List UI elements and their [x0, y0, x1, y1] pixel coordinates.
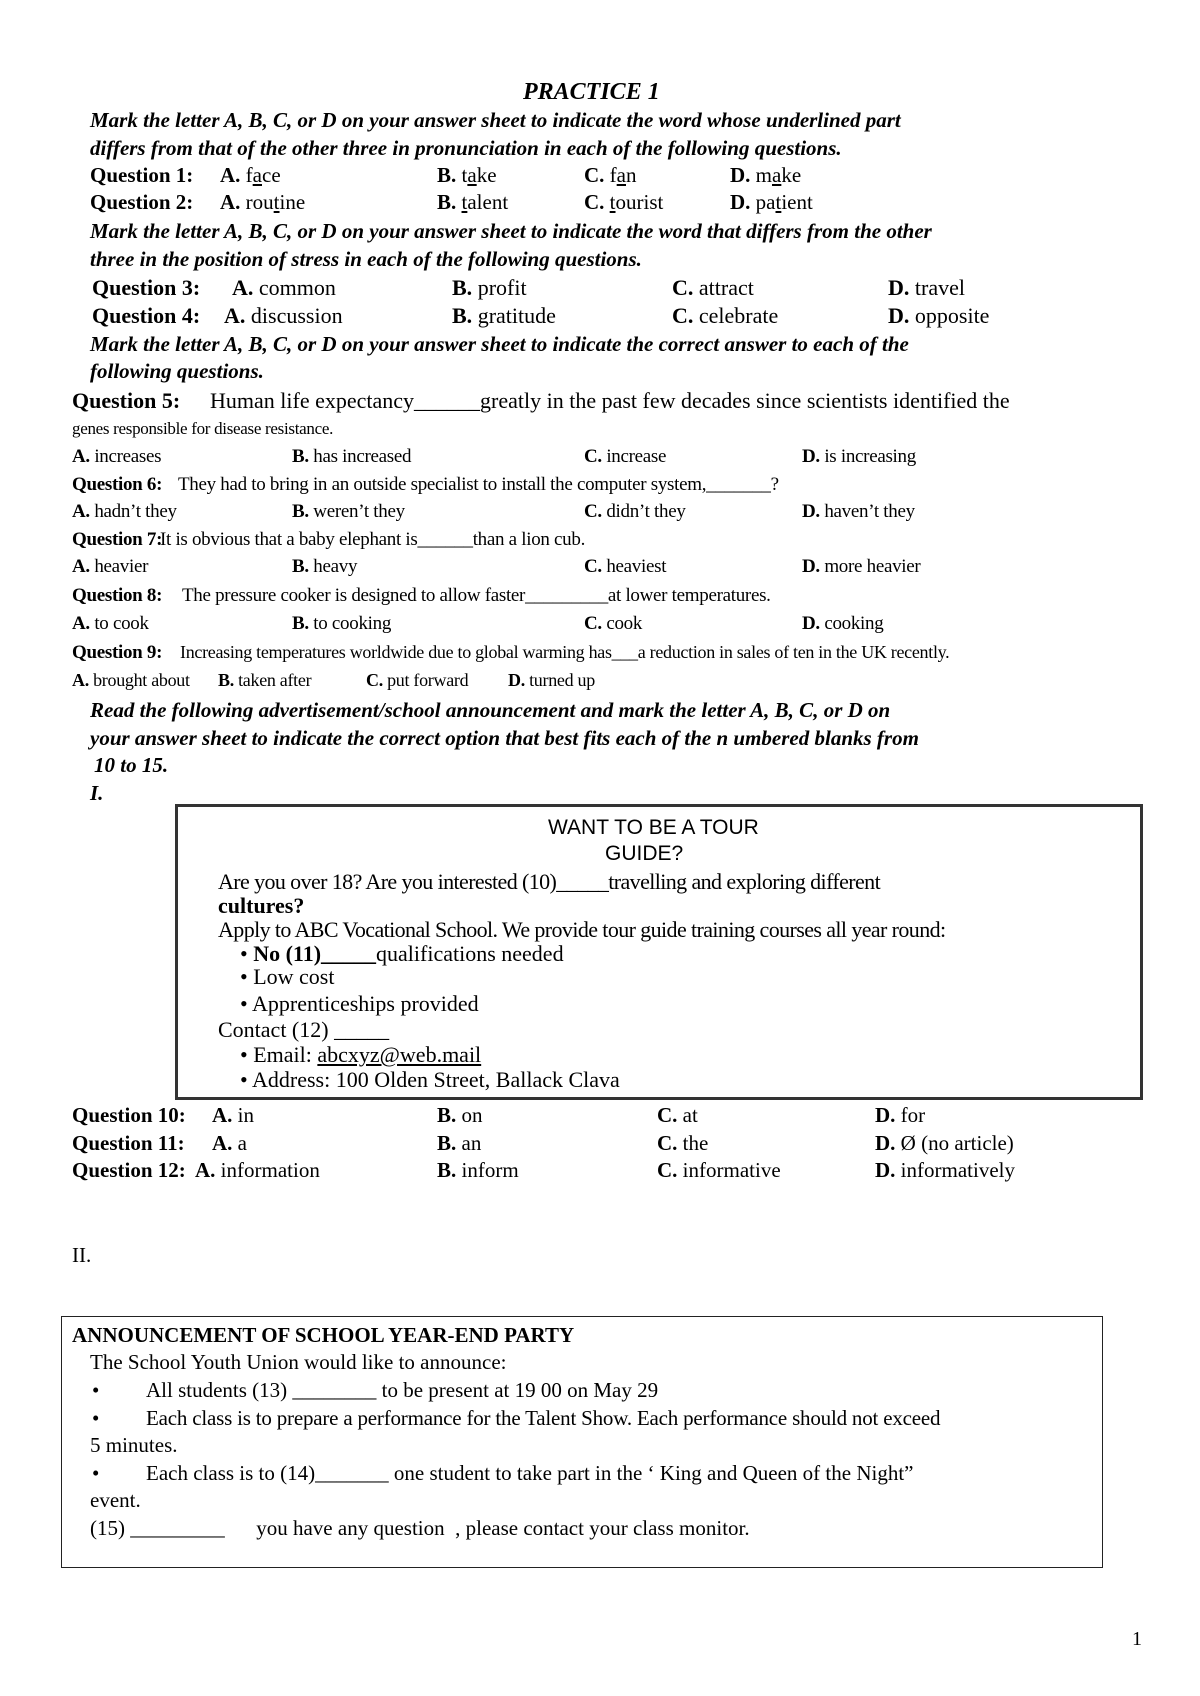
question-text: genes responsible for disease resistance. — [72, 419, 334, 438]
option-text: information — [220, 1158, 320, 1182]
underlined-letter: t — [775, 190, 782, 214]
announcement-intro: The School Youth Union would like to announce: — [90, 1350, 507, 1374]
option-c[interactable] — [584, 447, 666, 466]
option-text: cook — [606, 613, 643, 634]
option-c[interactable] — [672, 305, 778, 327]
option-text: profit — [477, 275, 527, 300]
option-text: heaviest — [606, 556, 667, 577]
option-c[interactable] — [584, 614, 642, 633]
question-label: Question 4: — [92, 303, 201, 328]
option-letter: C. — [672, 275, 694, 300]
question-label: Question 12: — [72, 1158, 186, 1182]
section2-instruction-line2: three in the position of stress in each of the following questions. — [90, 247, 642, 271]
section1-instruction-line2: differs from that of the other three in pronunciation in each of the following questions. — [90, 136, 842, 160]
option-text: weren’t they — [313, 501, 405, 522]
option-a[interactable] — [232, 277, 336, 299]
option-text: cooking — [824, 613, 884, 634]
option-text: attract — [698, 275, 754, 300]
option-b[interactable] — [437, 192, 508, 213]
section4-instruction-line2: your answer sheet to indicate the correct option that best fits each of the n umbered blanks from — [90, 726, 919, 750]
option-text: informative — [682, 1158, 781, 1182]
option-letter: B. — [437, 1103, 457, 1127]
bullet-text: Apprenticeships provided — [252, 991, 479, 1016]
option-letter: A. — [72, 501, 90, 522]
question-text: The pressure cooker is designed to allow faster_________at lower temperatures. — [182, 585, 771, 606]
announcement-bullet-icon: • — [92, 1406, 100, 1430]
bullet-icon: • — [240, 941, 248, 966]
option-letter: B. — [218, 670, 234, 690]
option-d[interactable] — [875, 1105, 925, 1126]
option-b[interactable] — [292, 557, 357, 576]
part-label-2: II. — [72, 1243, 92, 1267]
option-letter: A. — [72, 556, 90, 577]
announcement-item: Each class is to prepare a performance for the Talent Show. Each performance should not exceed — [146, 1406, 941, 1430]
advertisement-box — [175, 804, 1143, 1100]
option-text: ourist — [615, 190, 664, 214]
option-letter: D. — [888, 275, 910, 300]
option-b[interactable] — [292, 502, 405, 521]
option-text: gratitude — [477, 303, 556, 328]
option-text: common — [258, 275, 336, 300]
option-a[interactable] — [224, 305, 343, 327]
option-a[interactable] — [220, 192, 305, 213]
section2-instruction-line1: Mark the letter A, B, C, or D on your answer sheet to indicate the word that differs from the other — [90, 219, 932, 243]
question-label: Question 8: — [72, 585, 163, 606]
option-text: in — [237, 1103, 255, 1127]
page-number: 1 — [1132, 1628, 1142, 1650]
option-text: haven’t they — [824, 501, 915, 522]
ad-bullet-item — [240, 1069, 620, 1091]
option-text: informatively — [900, 1158, 1015, 1182]
option-a[interactable] — [72, 671, 190, 689]
ad-bullet-item — [240, 1044, 481, 1066]
option-letter: B. — [437, 1158, 457, 1182]
option-text: put forward — [387, 670, 469, 690]
underlined-letter: t — [461, 190, 468, 214]
underlined-letter: t — [273, 190, 280, 214]
option-text: brought about — [93, 670, 190, 690]
option-a[interactable] — [72, 614, 149, 633]
section3-instruction-line1: Mark the letter A, B, C, or D on your answer sheet to indicate the correct answer to each of the — [90, 332, 909, 356]
option-letter: A. — [72, 670, 89, 690]
option-letter: B. — [437, 190, 457, 214]
option-letter: C. — [584, 163, 605, 187]
option-a[interactable] — [72, 502, 177, 521]
option-text: ce — [262, 163, 281, 187]
option-text: heavy — [313, 556, 358, 577]
option-letter: D. — [875, 1131, 896, 1155]
question-text: It is obvious that a baby elephant is______than a lion cub. — [160, 529, 586, 550]
option-text: f — [245, 163, 253, 187]
announcement-item: 5 minutes. — [90, 1433, 178, 1457]
announcement-item: Each class is to (14)_______ one student to take part in the ‘ King and Queen of the Night” — [146, 1461, 914, 1485]
option-c[interactable] — [366, 671, 468, 689]
option-b[interactable] — [437, 165, 497, 186]
announcement-item: All students (13) ________ to be present at 19 00 on May 29 — [146, 1378, 659, 1402]
option-text: rou — [245, 190, 274, 214]
option-text: celebrate — [698, 303, 779, 328]
option-b[interactable] — [292, 447, 411, 466]
underlined-letter: t — [609, 190, 616, 214]
underlined-letter: a — [467, 163, 477, 187]
question-text: They had to bring in an outside specialist to install the computer system,_______? — [178, 474, 779, 495]
option-text: to cook — [94, 613, 149, 634]
option-text: f — [609, 163, 617, 187]
option-letter: B. — [452, 275, 473, 300]
underlined-letter: a — [772, 163, 782, 187]
option-text: ke — [781, 163, 802, 187]
option-letter: D. — [730, 163, 751, 187]
option-text: didn’t they — [606, 501, 686, 522]
part-label-1: I. — [90, 781, 104, 805]
underlined-letter: a — [252, 163, 262, 187]
option-letter: D. — [875, 1158, 896, 1182]
option-d[interactable] — [802, 614, 883, 633]
option-letter: C. — [672, 303, 694, 328]
option-text: opposite — [914, 303, 990, 328]
option-c[interactable] — [657, 1160, 781, 1181]
option-d[interactable] — [875, 1133, 1014, 1154]
option-text: heavier — [94, 556, 149, 577]
ad-line: Apply to ABC Vocational School. We provide tour guide training courses all year round: — [218, 917, 946, 942]
option-d[interactable] — [730, 192, 813, 213]
announcement-bullet-icon: • — [92, 1378, 100, 1402]
option-letter: B. — [292, 501, 309, 522]
question-label: Question 3: — [92, 275, 201, 300]
option-letter: D. — [802, 446, 820, 467]
email-link[interactable]: abcxyz@web.mail — [317, 1042, 482, 1067]
option-text: n — [626, 163, 637, 187]
option-b[interactable] — [292, 614, 391, 633]
option-text: ient — [781, 190, 813, 214]
option-letter: C. — [657, 1103, 678, 1127]
option-text: to cooking — [313, 613, 392, 634]
ad-bullet-item — [240, 943, 564, 965]
option-text: has increased — [313, 446, 412, 467]
option-letter: C. — [584, 556, 602, 577]
option-a[interactable] — [72, 557, 148, 576]
option-c[interactable] — [672, 277, 754, 299]
question-label: Question 11: — [72, 1131, 185, 1155]
bullet-icon: • — [240, 1067, 248, 1092]
option-letter: B. — [292, 446, 309, 467]
option-text: hadn’t they — [94, 501, 177, 522]
option-text: ke — [476, 163, 497, 187]
ad-title-line1: WANT TO BE A TOUR — [548, 816, 759, 839]
option-letter: C. — [366, 670, 383, 690]
underlined-letter: a — [616, 163, 626, 187]
option-letter: B. — [292, 556, 309, 577]
option-text: taken after — [238, 670, 312, 690]
question-label: Question 7: — [72, 529, 163, 550]
option-a[interactable] — [195, 1160, 320, 1181]
ad-contact: Contact (12) _____ — [218, 1017, 390, 1042]
option-text: an — [461, 1131, 482, 1155]
option-letter: B. — [437, 163, 457, 187]
option-b[interactable] — [437, 1133, 481, 1154]
option-letter: C. — [657, 1158, 678, 1182]
bullet-text: qualifications needed — [376, 941, 564, 966]
option-text: pa — [755, 190, 776, 214]
option-letter: D. — [802, 613, 820, 634]
option-a[interactable] — [220, 165, 281, 186]
option-a[interactable] — [72, 447, 161, 466]
option-letter: C. — [657, 1131, 678, 1155]
announcement-item: (15) _________ you have any question , please contact your class monitor. — [90, 1516, 750, 1540]
section4-instruction-line3: 10 to 15. — [94, 753, 169, 777]
option-b[interactable] — [437, 1105, 483, 1126]
question-label: Question 5: — [72, 388, 181, 413]
option-letter: A. — [72, 446, 90, 467]
option-d[interactable] — [875, 1160, 1015, 1181]
question-label: Question 1: — [90, 163, 194, 187]
option-text: t — [461, 163, 468, 187]
ad-bullet-item — [240, 966, 334, 988]
option-text: increase — [606, 446, 667, 467]
bullet-text: Low cost — [253, 964, 335, 989]
announcement-title: ANNOUNCEMENT OF SCHOOL YEAR-END PARTY — [72, 1323, 575, 1347]
option-b[interactable] — [218, 671, 311, 689]
option-c[interactable] — [584, 192, 663, 213]
option-text: is increasing — [824, 446, 916, 467]
ad-title-line2: GUIDE? — [605, 842, 684, 865]
option-c[interactable] — [584, 502, 686, 521]
question-text: Increasing temperatures worldwide due to global warming has___a reduction in sales of ten in the UK recently. — [180, 642, 950, 662]
option-letter: D. — [730, 190, 751, 214]
option-letter: A. — [195, 1158, 216, 1182]
option-letter: D. — [875, 1103, 896, 1127]
bullet-icon: • — [240, 1042, 248, 1067]
bullet-text: Email: — [253, 1042, 318, 1067]
option-d[interactable] — [888, 305, 989, 327]
bullet-icon: • — [240, 964, 248, 989]
option-a[interactable] — [212, 1105, 254, 1126]
question-text: Human life expectancy______greatly in the past few decades since scientists identified the — [210, 388, 1010, 413]
option-text: travel — [914, 275, 965, 300]
option-letter: D. — [802, 556, 820, 577]
section4-instruction-line1: Read the following advertisement/school announcement and mark the letter A, B, C, or D on — [90, 698, 891, 722]
ad-line: cultures? — [218, 893, 305, 918]
option-b[interactable] — [437, 1160, 519, 1181]
page-title: PRACTICE 1 — [523, 79, 660, 105]
option-c[interactable] — [657, 1105, 698, 1126]
option-letter: B. — [437, 1131, 457, 1155]
option-letter: B. — [292, 613, 309, 634]
option-b[interactable] — [452, 277, 527, 299]
option-text: m — [755, 163, 773, 187]
option-letter: A. — [212, 1131, 233, 1155]
option-text: discussion — [250, 303, 343, 328]
option-letter: A. — [212, 1103, 233, 1127]
bullet-text: No (11)_____ — [253, 941, 377, 966]
question-label: Question 2: — [90, 190, 194, 214]
option-letter: A. — [72, 613, 90, 634]
option-letter: A. — [220, 190, 241, 214]
option-text: Ø (no article) — [900, 1131, 1014, 1155]
option-d[interactable] — [802, 557, 920, 576]
option-c[interactable] — [584, 165, 637, 186]
announcement-bullet-icon: • — [92, 1461, 100, 1485]
section3-instruction-line2: following questions. — [90, 359, 264, 383]
option-letter: A. — [224, 303, 246, 328]
option-letter: D. — [508, 670, 525, 690]
option-text: more heavier — [824, 556, 921, 577]
option-a[interactable] — [212, 1133, 247, 1154]
ad-bullet-item — [240, 993, 479, 1015]
option-text: a — [237, 1131, 247, 1155]
option-text: ine — [279, 190, 306, 214]
option-letter: A. — [220, 163, 241, 187]
option-text: alent — [467, 190, 509, 214]
option-text: turned up — [529, 670, 595, 690]
question-label: Question 9: — [72, 642, 163, 663]
option-letter: D. — [888, 303, 910, 328]
section1-instruction-line1: Mark the letter A, B, C, or D on your answer sheet to indicate the word whose underlined part — [90, 108, 901, 132]
option-letter: C. — [584, 446, 602, 467]
option-letter: D. — [802, 501, 820, 522]
option-text: for — [900, 1103, 926, 1127]
option-text: at — [682, 1103, 698, 1127]
option-b[interactable] — [452, 305, 556, 327]
option-letter: A. — [232, 275, 254, 300]
option-text: the — [682, 1131, 709, 1155]
option-d[interactable] — [888, 277, 965, 299]
question-label: Question 6: — [72, 474, 163, 495]
announcement-item: event. — [90, 1488, 141, 1512]
bullet-icon: • — [240, 991, 248, 1016]
announcement-box — [61, 1316, 1103, 1568]
option-d[interactable] — [802, 502, 915, 521]
option-text: on — [461, 1103, 483, 1127]
option-letter: C. — [584, 190, 605, 214]
option-text: inform — [461, 1158, 519, 1182]
option-text: increases — [94, 446, 162, 467]
option-c[interactable] — [657, 1133, 708, 1154]
option-letter: B. — [452, 303, 473, 328]
option-c[interactable] — [584, 557, 666, 576]
option-letter: C. — [584, 613, 602, 634]
bullet-text: Address: 100 Olden Street, Ballack Clava — [252, 1067, 620, 1092]
option-d[interactable] — [730, 165, 801, 186]
option-d[interactable] — [508, 671, 595, 689]
question-label: Question 10: — [72, 1103, 186, 1127]
option-letter: C. — [584, 501, 602, 522]
ad-line: Are you over 18? Are you interested (10)_____travelling and exploring different — [218, 869, 881, 894]
option-d[interactable] — [802, 447, 916, 466]
